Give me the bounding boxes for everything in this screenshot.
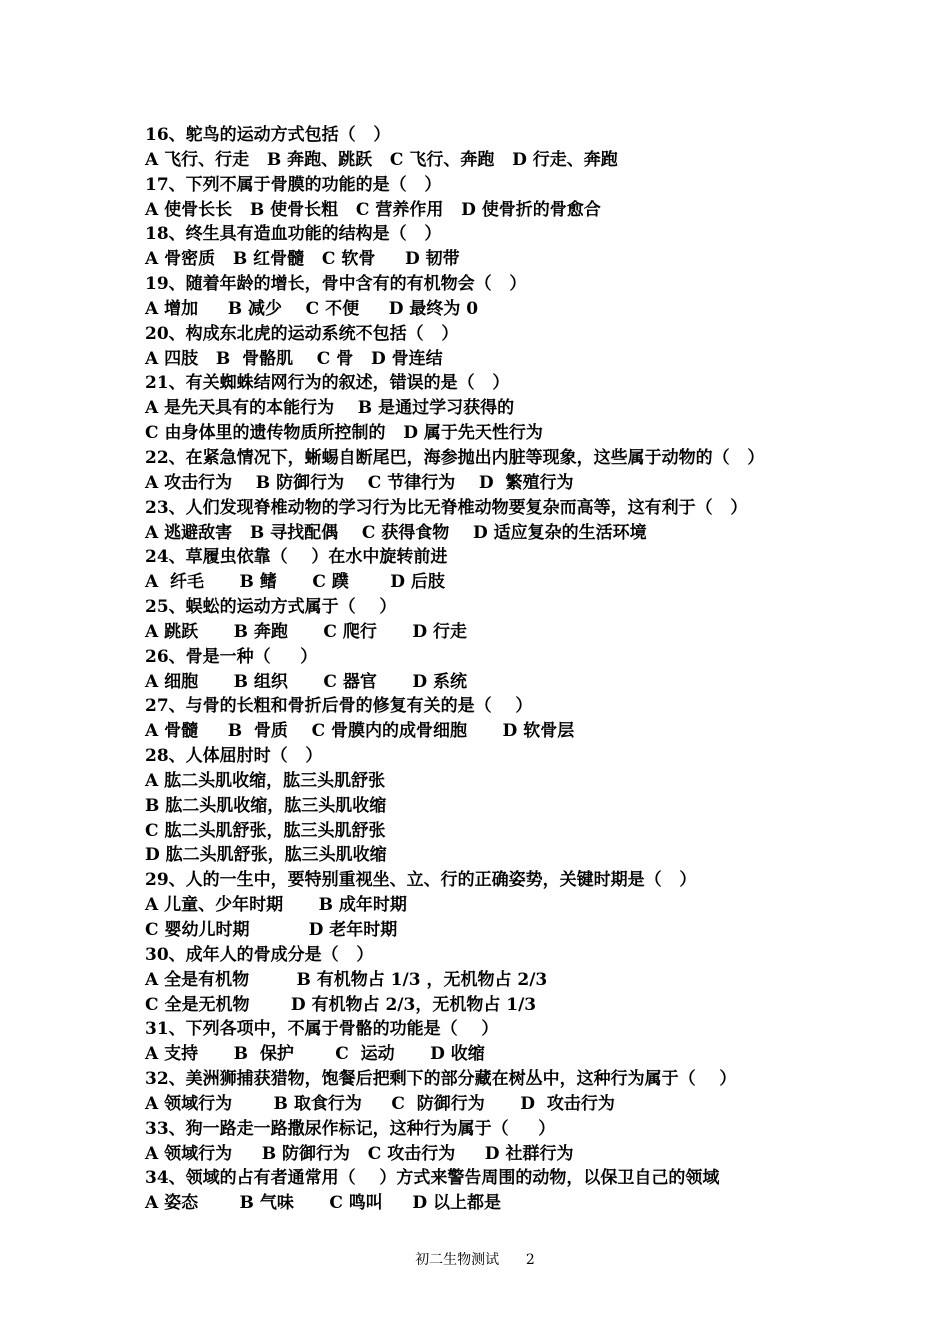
options-line: A 跳跃 B 奔跑 C 爬行 D 行走 <box>145 621 468 642</box>
options-line: A 肱二头肌收缩，肱三头肌舒张 <box>145 770 386 791</box>
options-line: C 全是无机物 D 有机物占 2/3，无机物占 1/3 <box>145 994 537 1015</box>
question-line: 26、骨是一种（ ） <box>145 646 318 667</box>
question-line: 16、鸵鸟的运动方式包括（ ） <box>145 125 391 145</box>
question-line: 28、人体屈肘时（ ） <box>145 746 323 767</box>
options-line: A 四肢 B 骨骼肌 C 骨 D 骨连结 <box>145 348 443 369</box>
question-line: 20、构成东北虎的运动系统不包括（ ） <box>145 323 459 344</box>
question-line: 24、草履虫依靠（ ）在水中旋转前进 <box>145 547 448 568</box>
question-line: 17、下列不属于骨膜的功能的是（ ） <box>145 174 442 195</box>
options-line: A 是先天具有的本能行为 B 是通过学习获得的 <box>145 398 515 419</box>
options-line: C 肱二头肌舒张，肱三头肌舒张 <box>145 820 386 841</box>
question-line: 23、人们发现脊椎动物的学习行为比无脊椎动物要复杂而高等，这有利于（ ） <box>145 497 748 518</box>
question-line: 30、成年人的骨成分是（ ） <box>145 944 374 965</box>
options-line: A 使骨长长 B 使骨长粗 C 营养作用 D 使骨折的骨愈合 <box>145 199 601 220</box>
options-line: C 婴幼儿时期 D 老年时期 <box>145 920 398 940</box>
options-line: A 领域行为 B 取食行为 C 防御行为 D 攻击行为 <box>145 1093 615 1114</box>
options-line: A 逃避敌害 B 寻找配偶 C 获得食物 D 适应复杂的生活环境 <box>145 522 647 543</box>
question-line: 32、美洲狮捕获猎物，饱餐后把剩下的部分藏在树丛中，这种行为属于（ ） <box>145 1069 737 1090</box>
question-line: 31、下列各项中，不属于骨骼的功能是（ ） <box>145 1019 499 1040</box>
page-number: 2 <box>525 1252 535 1268</box>
question-line: 29、人的一生中，要特别重视坐、立、行的正确姿势，关键时期是（ ） <box>145 870 697 891</box>
question-line: 33、狗一路走一路撒尿作标记，这种行为属于（ ） <box>145 1118 556 1139</box>
question-line: 25、蜈蚣的运动方式属于（ ） <box>145 597 397 618</box>
options-line: A 纤毛 B 鳍 C 蹼 D 后肢 <box>145 572 445 593</box>
question-list <box>145 123 935 1216</box>
options-line: B 肱二头肌收缩，肱三头肌收缩 <box>145 795 387 816</box>
options-line: A 攻击行为 B 防御行为 C 节律行为 D 繁殖行为 <box>145 472 574 493</box>
options-line: A 姿态 B 气味 C 鸣叫 D 以上都是 <box>145 1193 502 1214</box>
options-line: C 由身体里的遗传物质所控制的 D 属于先天性行为 <box>145 423 543 444</box>
question-line: 21、有关蜘蛛结网行为的叙述，错误的是（ ） <box>145 373 510 394</box>
options-line: A 全是有机物 B 有机物占 1/3 ，无机物占 2/3 <box>145 969 548 990</box>
options-line: A 骨髓 B 骨质 C 骨膜内的成骨细胞 D 软骨层 <box>145 721 575 742</box>
options-line: A 增加 B 减少 C 不便 D 最终为 0 <box>145 298 479 319</box>
options-line: A 领域行为 B 防御行为 C 攻击行为 D 社群行为 <box>145 1143 574 1164</box>
options-line: A 骨密质 B 红骨髓 C 软骨 D 韧带 <box>145 249 460 270</box>
options-line: A 儿童、少年时期 B 成年时期 <box>145 895 407 916</box>
options-line: A 支持 B 保护 C 运动 D 收缩 <box>145 1044 485 1065</box>
question-line: 18、终生具有造血功能的结构是（ ） <box>145 224 442 245</box>
options-line: A 飞行、行走 B 奔跑、跳跃 C 飞行、奔跑 D 行走、奔跑 <box>145 149 618 170</box>
question-line: 34、领域的占有者通常用（ ）方式来警告周围的动物，以保卫自己的领域 <box>145 1168 720 1189</box>
options-line: D 肱二头肌舒张，肱三头肌收缩 <box>145 845 387 866</box>
options-line: A 细胞 B 组织 C 器官 D 系统 <box>145 671 468 692</box>
question-line: 19、随着年龄的增长，骨中含有的有机物会（ ） <box>145 274 527 295</box>
footer-title: 初二生物测试 <box>415 1252 500 1268</box>
question-line: 22、在紧急情况下，蜥蜴自断尾巴，海参抛出内脏等现象，这些属于动物的（ ） <box>145 447 765 468</box>
page-footer <box>0 1249 950 1269</box>
question-line: 27、与骨的长粗和骨折后骨的修复有关的是（ ） <box>145 696 533 717</box>
